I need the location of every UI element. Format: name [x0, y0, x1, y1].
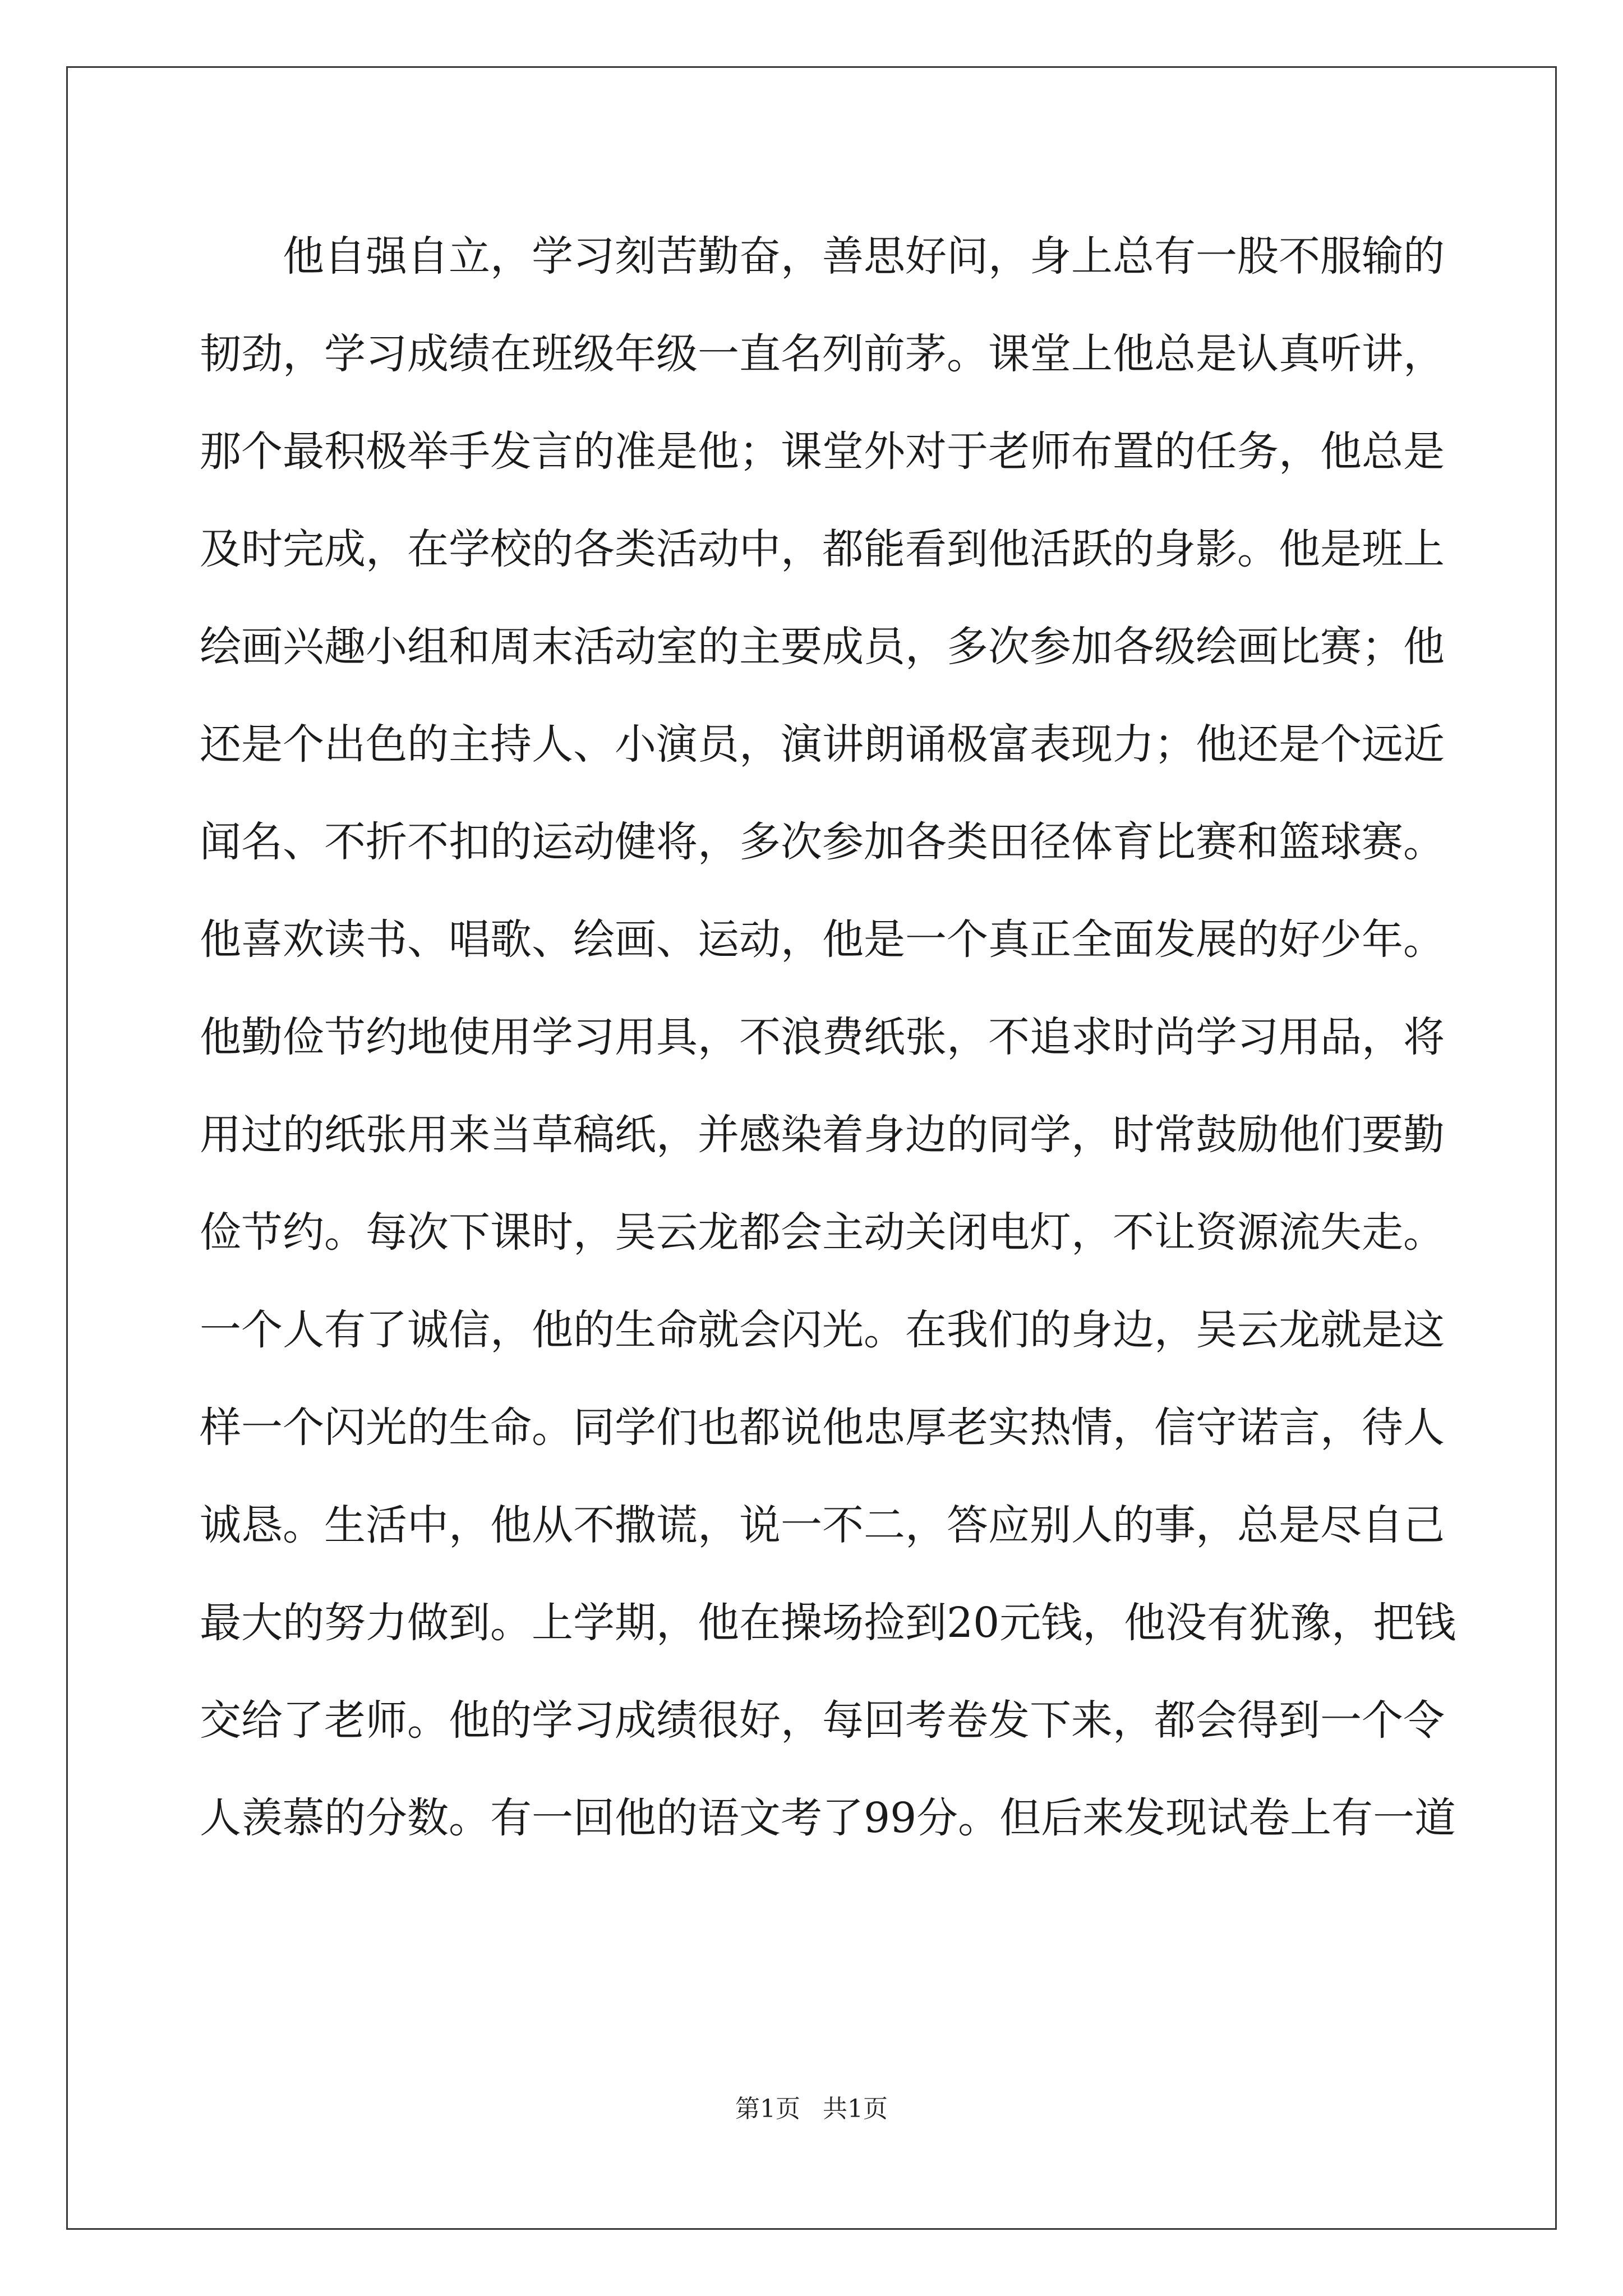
text-line: 人羡慕的分数。有一回他的语文考了99分。但后来发现试卷上有一道 — [200, 1794, 1456, 1842]
text-line: 韧劲，学习成绩在班级年级一直名列前茅。课堂上他总是认真听讲， — [200, 330, 1445, 378]
page-number-current: 第1页 — [735, 2095, 800, 2123]
text-line: 那个最积极举手发言的准是他；课堂外对于老师布置的任务，他总是 — [200, 427, 1445, 476]
text-line: 及时完成，在学校的各类活动中，都能看到他活跃的身影。他是班上 — [200, 525, 1445, 573]
text-line: 还是个出色的主持人、小演员，演讲朗诵极富表现力；他还是个远近 — [200, 720, 1445, 769]
text-line: 闻名、不折不扣的运动健将，多次参加各类田径体育比赛和篮球赛。 — [200, 818, 1445, 866]
text-line: 样一个闪光的生命。同学们也都说他忠厚老实热情，信守诺言，待人 — [200, 1404, 1445, 1452]
text-line: 他勤俭节约地使用学习用具，不浪费纸张，不追求时尚学习用品，将 — [200, 1013, 1445, 1061]
text-line: 他自强自立，学习刻苦勤奋，善思好问，身上总有一股不服输的 — [283, 232, 1445, 280]
text-line: 交给了老师。他的学习成绩很好，每回考卷发下来，都会得到一个令 — [200, 1696, 1445, 1745]
text-line: 一个人有了诚信，他的生命就会闪光。在我们的身边，吴云龙就是这 — [200, 1306, 1445, 1354]
body-text — [200, 208, 1456, 1867]
page-number-total: 共1页 — [823, 2095, 888, 2123]
text-line: 他喜欢读书、唱歌、绘画、运动，他是一个真正全面发展的好少年。 — [200, 915, 1445, 964]
page-footer — [0, 2092, 1623, 2126]
text-line: 俭节约。每次下课时，吴云龙都会主动关闭电灯，不让资源流失走。 — [200, 1208, 1445, 1257]
text-line: 最大的努力做到。上学期，他在操场捡到20元钱，他没有犹豫，把钱 — [200, 1599, 1456, 1647]
text-line: 绘画兴趣小组和周末活动室的主要成员，多次参加各级绘画比赛；他 — [200, 623, 1445, 671]
text-line: 诚恳。生活中，他从不撒谎，说一不二，答应别人的事，总是尽自己 — [200, 1501, 1445, 1549]
text-line: 用过的纸张用来当草稿纸，并感染着身边的同学，时常鼓励他们要勤 — [200, 1111, 1445, 1159]
